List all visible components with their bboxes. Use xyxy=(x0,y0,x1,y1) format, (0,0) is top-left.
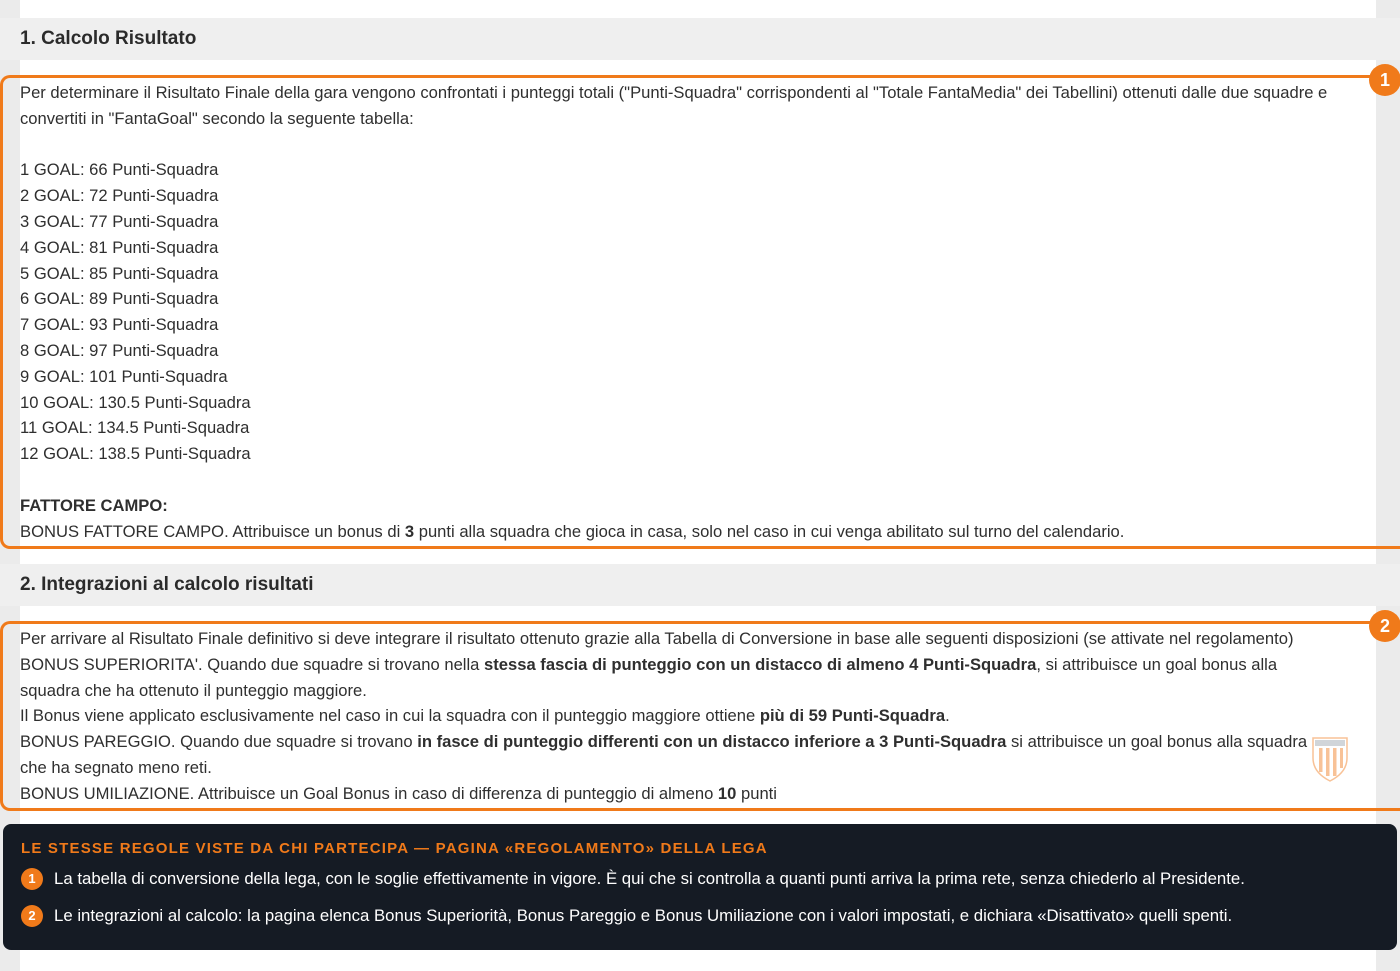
info-callout xyxy=(3,824,1397,950)
section-title-integrazioni: 2. Integrazioni al calcolo risultati xyxy=(0,564,1400,606)
goal-table-row: 12 GOAL: 138.5 Punti-Squadra xyxy=(20,444,251,464)
callout-number-1: 1 xyxy=(21,868,43,890)
bonus-superiorita-note: Il Bonus viene applicato esclusivamente nel caso in cui la squadra con il punteggio maggiore ottiene più di 59 Punti-Squadra. xyxy=(20,706,950,726)
goal-table-row: 9 GOAL: 101 Punti-Squadra xyxy=(20,366,228,386)
integrazioni-intro: Per arrivare al Risultato Finale definitivo si deve integrare il risultato ottenuto grazie alla Tabella di Conversione in base alle seguenti disposizioni (se attivate nel regolamento) xyxy=(20,629,1294,648)
section-title-calcolo-risultato: 1. Calcolo Risultato xyxy=(0,18,1400,60)
goal-table-row: 5 GOAL: 85 Punti-Squadra xyxy=(20,263,219,283)
bonus-umiliazione-text: BONUS UMILIAZIONE. Attribuisce un Goal Bonus in caso di differenza di punteggio di almeno 10 punti xyxy=(20,783,777,803)
callout-text-1: La tabella di conversione della lega, con le soglie effettivamente in vigore. È qui che si controlla a quanti punti arriva la prima rete, senza chiederlo al Presidente. xyxy=(54,869,1245,888)
callout-number-2: 2 xyxy=(21,905,43,927)
bonus-pareggio-text-2: che ha segnato meno reti. xyxy=(20,757,212,777)
goal-table-row: 3 GOAL: 77 Punti-Squadra xyxy=(20,211,219,231)
bonus-superiorita-text-2: squadra che ha ottenuto il punteggio maggiore. xyxy=(20,680,367,700)
league-logo-watermark xyxy=(1310,736,1350,782)
goal-table-row: 2 GOAL: 72 Punti-Squadra xyxy=(20,186,219,206)
bonus-pareggio-text: BONUS PAREGGIO. Quando due squadre si trovano in fasce di punteggio differenti con un distacco inferiore a 3 Punti-Squadra si attribuisce un goal bonus alla squadra xyxy=(20,732,1308,752)
section-body-calcolo-risultato xyxy=(0,80,1400,544)
goal-table-row: 1 GOAL: 66 Punti-Squadra xyxy=(20,160,219,180)
highlight-badge-1: 1 xyxy=(1369,64,1400,96)
callout-text-2: Le integrazioni al calcolo: la pagina elenca Bonus Superiorità, Bonus Pareggio e Bonus Umiliazione con i valori impostati, e dichiara «Disattivato» quelli spenti. xyxy=(54,906,1233,925)
goal-table-row: 6 GOAL: 89 Punti-Squadra xyxy=(20,289,219,309)
goal-table-row: 4 GOAL: 81 Punti-Squadra xyxy=(20,237,219,257)
section-body-integrazioni xyxy=(0,626,1400,807)
goal-table-row: 10 GOAL: 130.5 Punti-Squadra xyxy=(20,392,251,412)
intro-line-2: convertiti in "FantaGoal" secondo la seguente tabella: xyxy=(20,108,414,128)
bonus-superiorita-text: BONUS SUPERIORITA'. Quando due squadre si trovano nella stessa fascia di punteggio con un distacco di almeno 4 Punti-Squadra, si attribuisce un goal bonus alla xyxy=(20,654,1278,674)
goal-table-row: 7 GOAL: 93 Punti-Squadra xyxy=(20,315,219,335)
highlight-badge-2: 2 xyxy=(1369,610,1400,642)
goal-conversion-table xyxy=(20,157,1390,467)
callout-item-1 xyxy=(21,867,1379,891)
intro-line-1: Per determinare il Risultato Finale della gara vengono confrontati i punteggi totali ("Punti-Squadra" corrispondenti al "Totale FantaMedia" dei Tabellini) ottenuti dalle due squadre e xyxy=(20,83,1328,102)
callout-title: LE STESSE REGOLE VISTE DA CHI PARTECIPA — PAGINA «REGOLAMENTO» DELLA LEGA xyxy=(21,840,768,857)
fattore-campo-title: FATTORE CAMPO: xyxy=(20,495,168,515)
fattore-campo-text: BONUS FATTORE CAMPO. Attribuisce un bonus di 3 punti alla squadra che gioca in casa, solo nel caso in cui venga abilitato sul turno del calendario. xyxy=(20,521,1125,541)
goal-table-row: 8 GOAL: 97 Punti-Squadra xyxy=(20,340,219,360)
callout-item-2 xyxy=(21,904,1379,928)
goal-table-row: 11 GOAL: 134.5 Punti-Squadra xyxy=(20,418,250,438)
